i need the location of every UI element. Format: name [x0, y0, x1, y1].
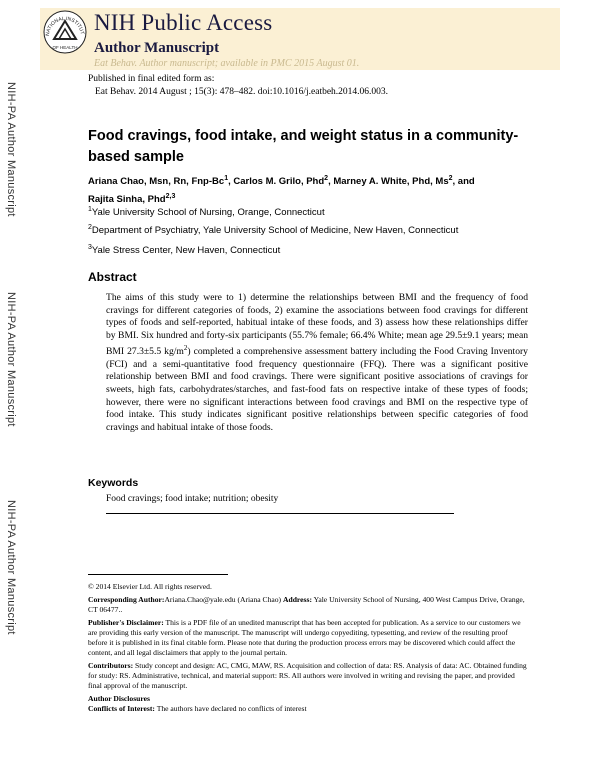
keywords-heading: Keywords — [88, 477, 139, 489]
affiliation: $^2$Department of Psychiatry, Yale University School of Medicine, New Haven, Connecticut — [88, 224, 459, 237]
article-title: Food cravings, food intake, and weight status in a community-based sample — [88, 128, 519, 165]
banner-title: NIH Public Access — [94, 10, 273, 35]
footnote-divider — [88, 574, 228, 575]
abstract-heading: Abstract — [88, 270, 137, 284]
banner-pmc-note: Eat Behav. Author manuscript; available in PMC 2015 August 01. — [94, 58, 360, 69]
sidebar-label-3: NIH-PA Author Manuscript — [5, 500, 17, 635]
author-affiliation-mark: 2 — [324, 175, 329, 182]
affiliation: $^1$Yale University School of Nursing, Orange, Connecticut — [88, 206, 325, 219]
contributors-note: Contributors: Study concept and design: AC, CMG, MAW, RS. Acquisition and collection of data: RS. Analysis of data: AC. Obtained funding for study: RS. Administrative, technical, and material support: RS. All authors were involved in writing and revising the paper, and provided final approval of the manuscript. — [88, 661, 527, 690]
publisher-disclaimer: Publisher's Disclaimer: This is a PDF file of an unedited manuscript that has been accepted for publication. As a service to our customers we are providing this early version of the manuscript. The manuscript will undergo copyediting, typesetting, and review of the resulting proof before it is published in its final citable form. Please note that during the production process errors may be discovered which could affect the content, and all legal disclaimers that apply to the journal pertain. — [88, 618, 521, 657]
author-name: Rajita Sinha, Phd — [88, 193, 166, 205]
publication-line: Published in final edited form as: — [88, 74, 215, 84]
author-disclosures-heading: Author Disclosures — [88, 694, 150, 703]
affiliation: $^3$Yale Stress Center, New Haven, Connecticut — [88, 244, 281, 257]
copyright-note: © 2014 Elsevier Ltd. All rights reserved. — [88, 582, 212, 591]
corresponding-author-note: Corresponding Author:Ariana.Chao@yale.edu (Ariana Chao) Address: Yale University School of Nursing, 400 West Campus Drive, Orange, CT 06477.. — [88, 595, 525, 614]
nih-seal-logo — [42, 9, 88, 55]
author-affiliation-mark: 1 — [224, 175, 229, 182]
publication-citation: Eat Behav. 2014 August ; 15(3): 478–482. doi:10.1016/j.eatbeh.2014.06.003. — [95, 87, 389, 97]
author-name: Ariana Chao, Msn, Rn, Fnp-Bc — [88, 176, 225, 188]
author-affiliation-mark: 2 — [448, 175, 453, 182]
corresponding-email-link[interactable]: Ariana.Chao@yale.edu — [164, 595, 236, 604]
keywords-list: Food cravings; food intake; nutrition; obesity — [106, 494, 279, 504]
author-affiliation-mark: 2,3 — [165, 192, 176, 200]
svg-text:OF HEALTH: OF HEALTH — [52, 45, 78, 50]
author-name: Carlos M. Grilo, Phd — [233, 176, 325, 188]
sidebar-label-1: NIH-PA Author Manuscript — [5, 82, 17, 217]
conflicts-note: Conflicts of Interest: The authors have declared no conflicts of interest — [88, 704, 307, 713]
banner-subtitle: Author Manuscript — [94, 40, 220, 56]
publication-info — [88, 73, 388, 99]
abstract-text: The aims of this study were to 1) determine the relationships between BMI and the frequency of food cravings for different categories of foods, 2) examine the associations between food cravings for different types of foods and self-reported, habitual intake of these foods, and 3) assess how these relationships differ by BMI. Six hundred and forty-six participants (55.7% female; 66.4% White; mean age 29.5±9.1 years; mean BMI 27.3±5.5 $kg/m^2$) completed a comprehensive assessment battery including the Food Craving Inventory (FCI) and a semi-quantitative food frequency questionnaire (FFQ). There was a significant positive relationship between BMI and food cravings. There were significant positive associations of cravings for sweets, high fats, carbohydrates/starches, and fast-food fats on respective intake of these types of foods; however, there were no significant interactions between food cravings and BMI on the respective type of food intake. This study indicates significant positive relationships between specific categories of food cravings and habitual intake of those foods. — [106, 292, 528, 433]
keywords-divider — [106, 513, 454, 514]
svg-text:NATIONAL INSTITUTES: NATIONAL INSTITUT — [44, 15, 85, 37]
author-name: Marney A. White, Phd, Ms — [333, 176, 449, 188]
sidebar-label-2: NIH-PA Author Manuscript — [5, 292, 17, 427]
author-list: Ariana Chao, Msn, Rn, Fnp-Bc$^1$, Carlos M. Grilo, Phd$^2$, Marney A. White, Phd, Ms$^2$, and Rajita Sinha, Phd$^{2,3}$ — [88, 175, 475, 205]
footnotes — [88, 582, 528, 717]
